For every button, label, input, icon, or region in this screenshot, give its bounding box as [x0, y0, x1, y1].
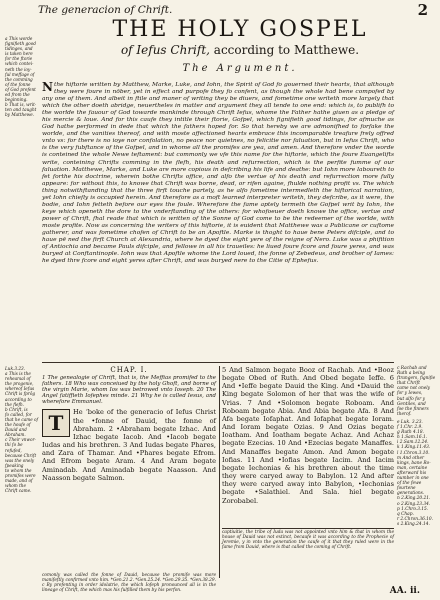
ornamental-initial: T	[42, 409, 70, 437]
margin-note-line: k 1.King.11.43.	[397, 445, 431, 451]
verse: 2 •Abraham begate Izhac. And Izhac begate Iacob. And •Iacob begate Iudas and his brethren.	[42, 424, 216, 450]
margin-note-line: made, and of	[5, 478, 33, 484]
margin-note-line: kings, bane Ro-	[397, 460, 431, 466]
margin-note-line: was the onely	[5, 457, 35, 463]
signature-mark: AA. ii.	[389, 586, 420, 596]
margin-note-line: a This worde	[5, 36, 33, 41]
margin-note-line: Abraham.	[5, 432, 26, 438]
margin-note-line: the flefh.	[5, 401, 25, 407]
footnote-right: captiuitie, the tribe of Iuda was not appointed vnto him & that in whom the house of Dauid was not extinct, becaufe it was according to the Prophecie of Jeremie, y in vnto the generation the caufe of it that they ruled were in the fame from Dauid, where is that called the coming of Chrift.	[222, 530, 394, 550]
margin-note-line: by Matthewe.	[5, 112, 35, 118]
left-margin-notes-top	[5, 36, 39, 118]
margin-note-line: p 1.Chro.3.15.	[397, 506, 429, 512]
page-number: 2	[417, 1, 428, 19]
margin-note-line: number in one	[397, 476, 429, 482]
margin-note-line: foe the finners	[397, 406, 429, 412]
verse: 3 And Iudas begate Phares, and Zara of Thamar. And •Phares begate Efrom. And Efrom begate Aram.	[42, 441, 216, 466]
chapter-heading: CHAP. I.	[110, 366, 148, 374]
margin-note-line: m And other	[397, 455, 425, 461]
margin-note-line: of the fewe	[397, 481, 422, 487]
margin-note-line: h 1.Sam.16.1.	[397, 435, 428, 441]
margin-note-line: Gentiles, and	[397, 401, 426, 407]
margin-note-line: tidinges, and	[5, 46, 33, 52]
verses-right	[222, 366, 394, 505]
margin-note-line: that he came of	[5, 416, 39, 422]
verse: 10 And •Ezecias begate Manaffes. And Manaffes begate Amon. And Amon begate Iofias.	[222, 439, 394, 464]
margin-note-line: s 2.King.24.14.	[397, 521, 430, 527]
verse: 7 And •Solomon begate Roboam. And Roboam begate Abia. And Abia begate Afa.	[222, 398, 394, 415]
footnote-left: comonly was called the fonne of Dauid, because the promife was more manifeftly confirmed vnto him. *Gen.21.2. *Gen.25.24. *Gen.29.35. *Gen.38.29. c By prefenting in order idolatrie, the which Iofeph pronounced all is in the lineage of Chrift, the which mas his fulfilled them by his perfon.	[42, 573, 216, 593]
verse: 6 And •Ieffe begate Dauid the King. And •Dauid the King begate Solomon of her that was the wife of Vrias.	[222, 374, 394, 407]
margin-note-line: generations.	[397, 491, 425, 497]
argument-text: the hiftorie written by Matthew, Marke, Luke, and Iohn, the Spirit of God fo gouerned their hearts, that although they were foure in nōber, yet in effect and purpofe they fo confent, as though the whole had bene compofed by any one of them. And albeit in ftile and maner of writing they be diuers, and fometime one writeth more largely that which the other doeth abridge, neuertheles in matter and argument they all tende to one end: which is, to publifh to the worlde the fauour of God towarde mankinde through Chrift Iefus, whome the Father hathe giuen as a pledge of his mercie & loue. And for this caufe they intitle their ftorie, Gofpel, which fignifieth good tidings, for afmuche as God hathe performed in dede that which the fathers hoped for. So that hereby we are admonifhed to forfake the worlde, and the vanities thereof, and with moste affectioned hearts embrace this incomparable treafure frely offred vnto vs: for there is no ioye nor confolation, no peace nor quietnes, no felicitie nor faluation, but in Iefus Chrift, who is the very fubftance of the Gofpel, and in whome all the promifes are yea, and amen. And therefore vnder the worde is conteined the whole Newe teftament: but commonly we vfe this name for the hiftorie, which the foure Euangelifts write, conteining Chrifts comming in the flefh, his death and refurrection, which is the perfite fumme of our faluation. Matthewe, Marke, and Luke are more copious in defcribing his life and deathe: but Iohn more laboureth to fet forthe his doctrine, wherein bothe Chrifts office, and alfo the vertue of his death and refurrection more fully appeare: for without this, to knowe that Chrift was borne, dead, or rifen againe, fhulde nothing profit vs. The which thing notwithftanding that the three firft touche partely, as he alfo fometime intermedleth the hiftorical narration, yet Iohn chiefly is occupied herein. And therefore as a moft learned interpreter writeth, they defcribe, as it were, the bodie, and Iohn fetteth before our eyes the foule. Wherefore the fame aptely termeth the Gofpel writ by Iohn, the keye which openeth the dore to the vnderftanding of the others: for whofoeuer doeth knowe the office, vertue and power of Chrift, fhal reade that which is written of the Sonne of God come to be the redeemer of the worlde, with moste profite. Now as concerning the writers of this hiftorie, it is euident that Matthewe was a Publicane or cuftome gatherer, and was fometime chofen of Chrift to be an Apoftle. Marke is thoght to haue bene Peters difciple, and to haue pē ned the firft Church at Alexandria, where he dyed the eight yere of the reigne of Nero. Luke was a phifition of Antiochia and became Pauls difciple, and fellowe in all his traueiles: he liued foure fcore and foure yeres, and was buryed at Conftantinople. Iohn was that Apoftle whome the Lord loued, the fonne of Zebedeus, and brother of Iames: he dyed thre fcore and eight yeres after Chrift, and was buryed nere to the Citie of Ephefus.	[42, 82, 394, 265]
margin-note-line: i 2.Sam.12.24.	[397, 440, 429, 446]
margin-note-line: is taken here	[5, 51, 33, 57]
margin-note-line: g Ruth 4.18.	[397, 430, 424, 436]
book-subtitle	[60, 42, 420, 58]
verse: 5 And Salmon begate Booz of Rachab. And •Booz begate Obed of Ruth. And Obed begate Ieffe.	[222, 366, 394, 383]
margin-note-line: b That is, writ-	[5, 102, 37, 108]
verse: 11 And •Iofias begate Iacim. And Iacim begate Iechonias & his brethren about the time they were caryed away to Babylon.	[222, 455, 394, 481]
margin-note-line: beginning.	[5, 97, 28, 103]
verse: 12 And after they were caryed away into Babylon, •Iechonias begate •Salathiel. And Sala. hiel begate Zorobabel.	[222, 472, 394, 505]
margin-note-line: rehearsal of	[5, 376, 31, 382]
margin-note-line: fourtene	[397, 486, 416, 492]
margin-note-line: whereof Iefus	[5, 386, 35, 392]
margin-note-line: thi fo be refufed,	[5, 442, 23, 453]
margin-note-line: that Chrift	[397, 381, 420, 387]
margin-note-line: to whom the	[5, 467, 32, 473]
margin-note-line: fo called, for	[5, 411, 32, 417]
margin-note-line: fpeaking	[5, 462, 24, 468]
margin-note-line: according to	[5, 396, 32, 402]
margin-note-line: Dauid and	[5, 427, 27, 433]
margin-note-line: the comming	[5, 76, 33, 82]
verse: 9 And Ozias begate Ioatham. And Ioatham begate Achaz. And Achaz begate Ezecias.	[222, 423, 395, 448]
margin-note-line: r 2.Chron.36.10.	[397, 516, 434, 522]
margin-note-line: Chrift is fprōg	[5, 391, 36, 397]
margin-note-line: ed from the	[5, 92, 30, 98]
margin-note-line: for y Iewes,	[397, 391, 423, 397]
margin-note-line: ful meffage of	[5, 71, 35, 77]
title-block	[60, 19, 420, 74]
right-margin-notes-bottom	[397, 420, 439, 527]
margin-note-line: the houfe of	[5, 422, 31, 428]
chapter-summary: 1 The genealogie of Chrift, that is, the Meffias promifed to the fathers. 18 Who was conceiued by the holy Ghoft, and borne of the virgin Marie, whom Ios was betrowed vnto Ioseph. 20 The Angel fatiffieth Iofephes minde. 21 Why he is called Iesus, and wherefore Emmanuel.	[42, 375, 216, 406]
margin-note-line: a This is the	[5, 371, 31, 377]
margin-note-line: for the ftorie	[5, 56, 33, 62]
margin-note-line: fignifieth good	[5, 41, 36, 47]
chapter-body	[42, 408, 216, 481]
right-column	[222, 366, 394, 505]
argument-paragraph	[42, 82, 394, 265]
margin-note-line: because Chrift	[5, 452, 37, 458]
left-column	[42, 366, 216, 482]
margin-note-line: Chrift came.	[5, 488, 32, 494]
margin-note-line: f 1.Chr. 2.9.	[397, 425, 423, 431]
section-rule	[42, 362, 394, 363]
verse: 4 And Aram begate Aminadab. And Aminadab begate Naasson. And Naasson begate Salmon.	[42, 457, 216, 482]
left-margin-notes-bottom	[5, 366, 39, 493]
verse: He ‘boke of the generacio of Iefus Christ the •fonne of Dauid, the fonne of Abraham.	[73, 408, 216, 433]
margin-note-line: which contei-	[5, 61, 34, 67]
margin-note-line: ftrangers, fignifie	[397, 376, 436, 382]
margin-note-line: ten and taught	[5, 107, 37, 113]
margin-note-line: Ruth a being	[397, 371, 425, 377]
margin-note-line: but alfo for y	[397, 396, 426, 402]
book-subtitle-b: according to Matthewe.	[213, 43, 360, 57]
margin-note-line: whom the	[5, 483, 26, 489]
margin-note-line: c Rachab and	[397, 366, 427, 371]
margin-note-line: e Luk. 3.23.	[397, 420, 423, 425]
margin-note-line: o 2.King.23.34.	[397, 501, 431, 507]
running-head-title: The generacion of Chrift.	[38, 4, 173, 16]
running-head	[38, 1, 430, 19]
margin-note-line: therof.	[397, 411, 412, 417]
margin-note-line: man, certaine	[397, 465, 428, 471]
margin-note-line: l 1.Chron.3.10.	[397, 450, 430, 456]
margin-note-line: c Their vnwor-	[5, 437, 36, 443]
right-margin-notes-top	[397, 366, 439, 417]
margin-note-line: the progenie,	[5, 381, 34, 387]
verse: 8 And Afa begate Iofaphat. And Iofaphat begate Ioram. And Ioram begate Ozias.	[222, 406, 394, 432]
margin-note-line: b Chrift, is	[5, 406, 28, 412]
margin-note-line: neth the ioy-	[5, 66, 32, 72]
argument-drop-letter: N	[42, 80, 53, 94]
book-subtitle-a: of Iefus Chrift,	[120, 43, 210, 57]
margin-note-line: afterward his	[397, 470, 427, 476]
margin-note-line: n 2.King.20.21.	[397, 496, 431, 502]
margin-note-line: of God prefent	[5, 86, 36, 92]
margin-note-line: Luk.3.23.	[5, 366, 26, 371]
margin-note-line: promifes were	[5, 472, 36, 478]
margin-note-line: came not onely	[397, 386, 431, 392]
book-title: THE HOLY GOSPEL	[112, 17, 368, 42]
margin-note-line: of the fonne	[5, 81, 31, 87]
margin-note-line: q Chap.	[397, 511, 414, 517]
column-divider	[219, 366, 220, 578]
argument-heading: The Argument.	[182, 63, 298, 74]
